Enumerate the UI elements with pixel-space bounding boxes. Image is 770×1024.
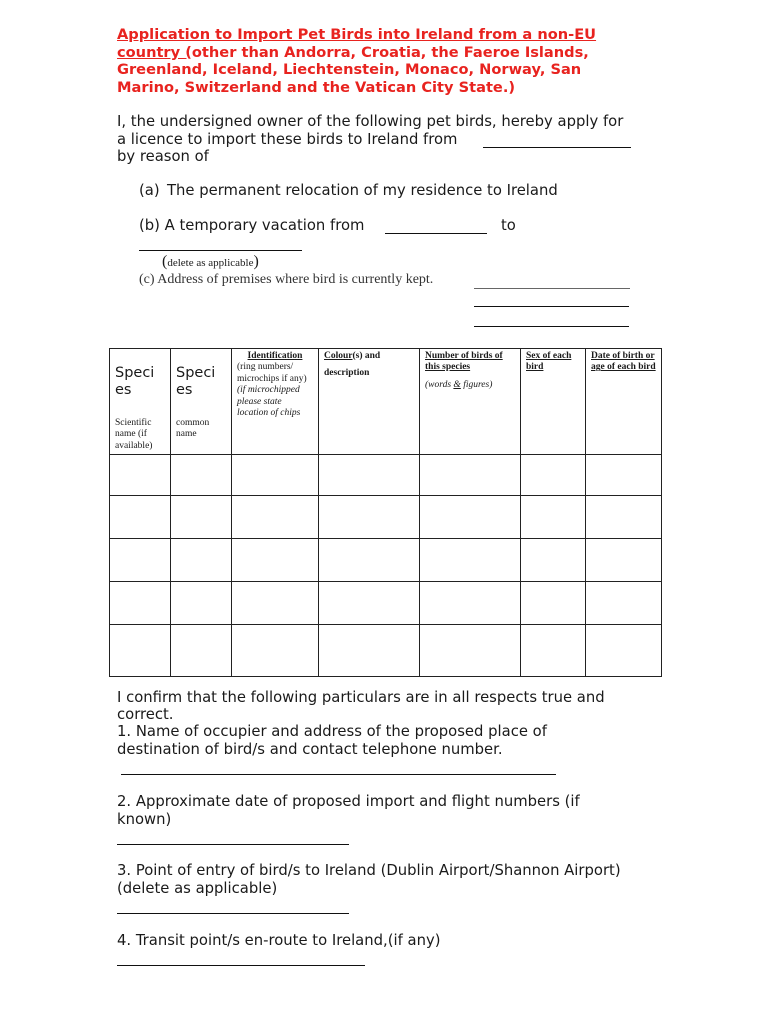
item-2-field[interactable] [117,844,349,845]
header-scientific-name: Speci es Scientific name (if available) [110,349,171,455]
table-cell[interactable] [319,455,420,496]
table-row [110,625,662,677]
form-title [117,26,657,96]
table-cell[interactable] [420,539,521,582]
table-cell[interactable] [110,625,171,677]
table-cell[interactable] [110,455,171,496]
address-field-3[interactable] [474,326,629,327]
confirm-line-2: correct. [117,706,174,723]
delete-note: (delete as applicable) [162,253,259,270]
table-cell[interactable] [171,625,232,677]
intro-line-3: by reason of [117,148,209,165]
table-cell[interactable] [232,455,319,496]
item-3-line-1: 3. Point of entry of bird/s to Ireland (Dublin Airport/Shannon Airport) [117,862,621,879]
table-cell[interactable] [319,582,420,625]
table-cell[interactable] [586,625,662,677]
table-cell[interactable] [521,625,586,677]
table-cell[interactable] [521,496,586,539]
table-cell[interactable] [171,496,232,539]
table-cell[interactable] [586,496,662,539]
header-colour: Colour(s) and description [319,349,420,455]
table-cell[interactable] [319,625,420,677]
title-line-2: country (other than Andorra, Croatia, the Faeroe Islands, [117,43,589,61]
table-cell[interactable] [521,539,586,582]
table-cell[interactable] [232,539,319,582]
reason-b: (b) A temporary vacation from [139,217,365,234]
table-cell[interactable] [319,539,420,582]
item-3-field[interactable] [117,913,349,914]
title-line-3: Greenland, Iceland, Liechtenstein, Monaco, Norway, San [117,61,582,79]
header-common-name: Speci es common name [171,349,232,455]
item-1-field[interactable] [121,774,556,775]
confirm-line-1: I confirm that the following particulars are in all respects true and [117,689,605,706]
header-number-of-birds: Number of birds of this species (words & figures) [420,349,521,455]
header-sex: Sex of each bird [521,349,586,455]
table-row [110,455,662,496]
table-cell[interactable] [420,625,521,677]
table-cell[interactable] [586,582,662,625]
origin-country-field[interactable] [483,147,631,148]
title-line-4: Marino, Switzerland and the Vatican City State.) [117,78,516,96]
table-cell[interactable] [171,455,232,496]
vacation-from-field[interactable] [385,233,487,234]
reason-b-to: to [501,217,516,234]
item-4-field[interactable] [117,965,365,966]
header-identification: Identification (ring numbers/ microchips if any) (if microchipped please state location of chips [232,349,319,455]
table-cell[interactable] [232,625,319,677]
table-cell[interactable] [110,582,171,625]
table-cell[interactable] [110,496,171,539]
header-date-of-birth: Date of birth or age of each bird [586,349,662,455]
intro-line-1: I, the undersigned owner of the following pet birds, hereby apply for [117,113,624,130]
table-cell[interactable] [232,582,319,625]
table-cell[interactable] [521,455,586,496]
table-header-row [110,349,662,455]
item-1-line-1: 1. Name of occupier and address of the proposed place of [117,723,547,740]
reason-a: (a) The permanent relocation of my residence to Ireland [139,182,558,199]
title-line-1: Application to Import Pet Birds into Ireland from a non-EU [117,26,597,43]
intro-line-2: a licence to import these birds to Ireland from [117,131,458,148]
item-2-line-1: 2. Approximate date of proposed import and flight numbers (if [117,793,580,810]
table-cell[interactable] [110,539,171,582]
vacation-to-field[interactable] [139,250,302,251]
table-cell[interactable] [420,455,521,496]
table-row [110,582,662,625]
table-row [110,496,662,539]
item-3-line-2: (delete as applicable) [117,880,278,897]
item-4: 4. Transit point/s en-route to Ireland,(if any) [117,932,441,949]
table-cell[interactable] [319,496,420,539]
item-1-line-2: destination of bird/s and contact telephone number. [117,741,503,758]
table-row [110,539,662,582]
reason-c: (c) Address of premises where bird is currently kept. [139,272,434,287]
birds-table [109,348,662,677]
item-2-line-2: known) [117,811,172,828]
table-cell[interactable] [420,582,521,625]
table-cell[interactable] [586,539,662,582]
table-cell[interactable] [232,496,319,539]
table-cell[interactable] [586,455,662,496]
address-field-2[interactable] [474,306,629,307]
table-cell[interactable] [420,496,521,539]
address-field-1[interactable] [474,288,630,289]
table-cell[interactable] [171,539,232,582]
table-cell[interactable] [521,582,586,625]
table-cell[interactable] [171,582,232,625]
